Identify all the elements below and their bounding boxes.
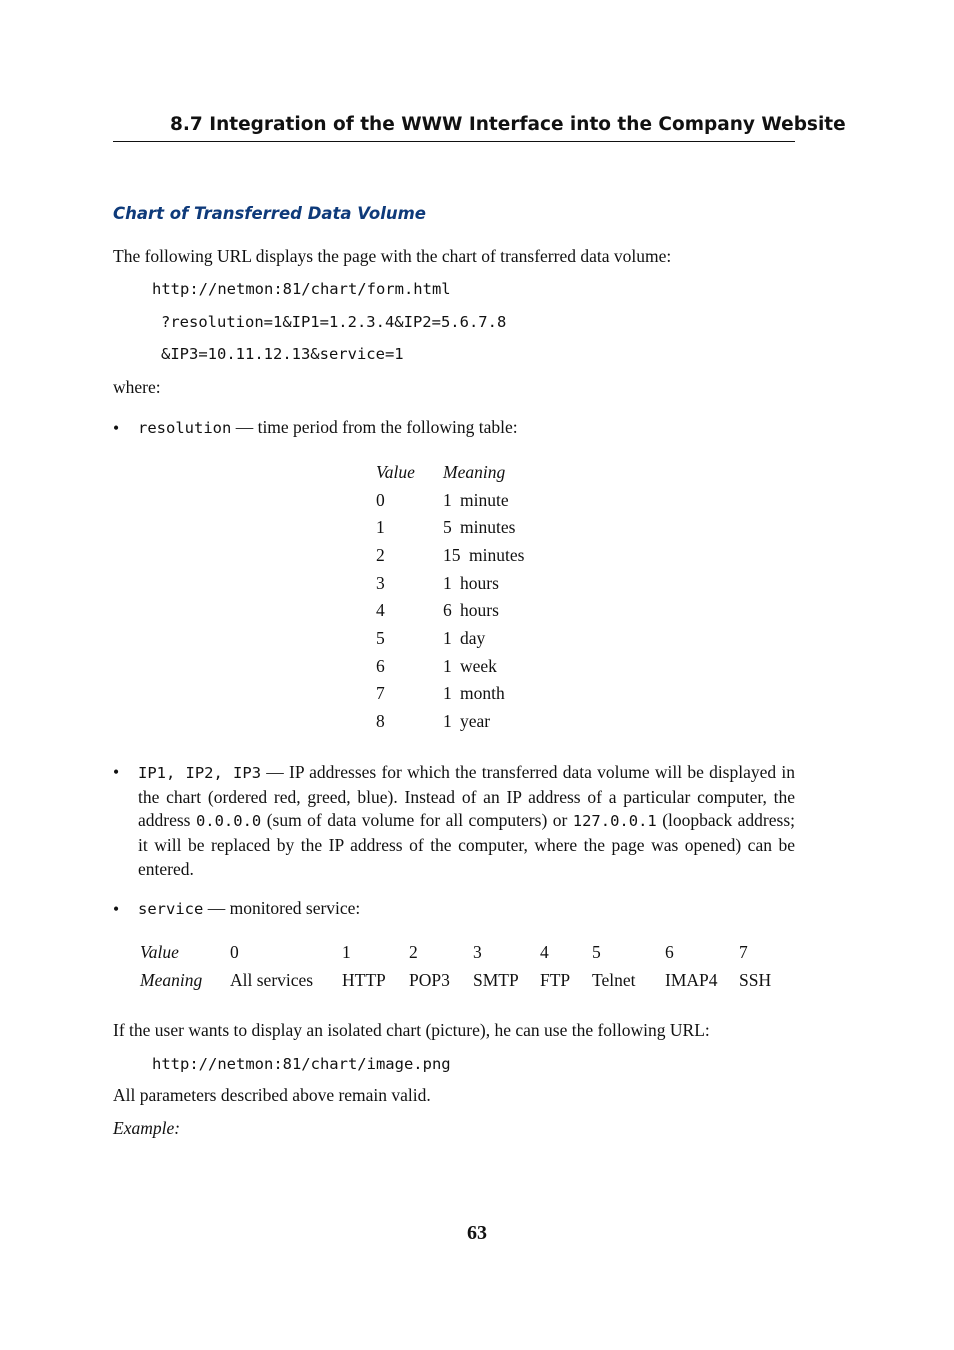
table-header-meaning: Meaning: [443, 462, 506, 482]
table-cell-unit: month: [460, 683, 505, 703]
table-cell-unit: hours: [460, 573, 499, 593]
table-cell-unit: minutes: [460, 517, 516, 537]
ip-text-a: — IP addresses for which the transferred data volume will be displayed in the chart (ordered red, greed, blue). Instead of an IP address of a particular computer, the address: [138, 762, 795, 831]
table-cell-unit: day: [460, 628, 486, 648]
intro-paragraph: The following URL displays the page with the chart of transferred data volume:: [113, 246, 672, 266]
ip-text-b: (sum of data volume for all computers) or: [261, 810, 573, 831]
service-meaning-cell: SSH: [739, 970, 772, 990]
url-line-1: http://netmon:81/chart/form.html: [152, 280, 451, 298]
section-title: Chart of Transferred Data Volume: [113, 204, 426, 223]
table-cell-unit: hours: [460, 600, 499, 620]
resolution-text: — time period from the following table:: [231, 417, 518, 437]
table-cell-unit: year: [460, 711, 491, 731]
table-cell-value: 4: [376, 600, 385, 620]
service-meaning-cell: FTP: [540, 970, 571, 990]
resolution-code: resolution: [138, 419, 232, 437]
table-cell-number: 5: [443, 517, 452, 537]
service-text: — monitored service:: [203, 898, 361, 918]
url-line-3: &IP3=10.11.12.13&service=1: [161, 345, 404, 363]
service-code: service: [138, 900, 204, 918]
table-cell-unit: minutes: [469, 545, 525, 565]
table-cell-number: 1: [443, 711, 452, 731]
service-value-cell: 7: [739, 942, 748, 962]
service-value-cell: 3: [473, 942, 482, 962]
service-meaning-cell: POP3: [409, 970, 450, 990]
table-cell-value: 3: [376, 573, 385, 593]
bullet-marker: •: [113, 899, 120, 919]
bullet-marker: •: [113, 418, 120, 438]
table-cell-number: 6: [443, 600, 452, 620]
parameters-note: All parameters described above remain valid.: [113, 1085, 431, 1105]
bullet-ip-paragraph: [138, 761, 795, 882]
table-cell-number: 1: [443, 656, 452, 676]
table-cell-value: 1: [376, 517, 385, 537]
table-cell-value: 8: [376, 711, 385, 731]
service-meaning-cell: Telnet: [592, 970, 636, 990]
image-intro-paragraph: If the user wants to display an isolated chart (picture), he can use the following URL:: [113, 1020, 710, 1040]
service-row-label-meaning: Meaning: [140, 970, 203, 990]
service-meaning-cell: IMAP4: [665, 970, 718, 990]
table-header-value: Value: [376, 462, 415, 482]
table-cell-number: 15: [443, 545, 461, 565]
service-meaning-cell: SMTP: [473, 970, 519, 990]
where-label: where:: [113, 377, 161, 397]
service-meaning-cell: HTTP: [342, 970, 386, 990]
ip-code-loopback: 127.0.0.1: [572, 812, 657, 831]
example-label: Example:: [113, 1118, 181, 1138]
service-value-cell: 5: [592, 942, 601, 962]
bullet-resolution: [138, 417, 518, 438]
url-line-2: ?resolution=1&IP1=1.2.3.4&IP2=5.6.7.8: [161, 313, 507, 331]
table-cell-number: 1: [443, 628, 452, 648]
table-cell-unit: week: [460, 656, 497, 676]
table-cell-value: 6: [376, 656, 385, 676]
service-value-cell: 1: [342, 942, 351, 962]
service-value-cell: 0: [230, 942, 239, 962]
service-row-label-value: Value: [140, 942, 179, 962]
ip-text-c: (loopback address; it will be replaced by the IP address of the computer, where the page was opened) can be entered.: [138, 810, 795, 879]
bullet-service: [138, 898, 360, 919]
table-cell-number: 1: [443, 490, 452, 510]
table-cell-number: 1: [443, 683, 452, 703]
service-value-cell: 2: [409, 942, 418, 962]
ip-code-sum: 0.0.0.0: [195, 812, 262, 831]
table-cell-value: 2: [376, 545, 385, 565]
bullet-marker: •: [113, 762, 120, 782]
table-cell-value: 0: [376, 490, 385, 510]
table-cell-value: 5: [376, 628, 385, 648]
service-value-cell: 6: [665, 942, 674, 962]
service-meaning-cell: All services: [230, 970, 314, 990]
table-cell-unit: minute: [460, 490, 509, 510]
image-url: http://netmon:81/chart/image.png: [152, 1055, 451, 1073]
header-rule: [113, 141, 795, 142]
page-number: 63: [467, 1222, 487, 1244]
running-header: 8.7 Integration of the WWW Interface into the Company Website: [170, 114, 846, 135]
table-cell-value: 7: [376, 683, 385, 703]
table-cell-number: 1: [443, 573, 452, 593]
service-value-cell: 4: [540, 942, 549, 962]
ip-code: IP1, IP2, IP3: [138, 764, 262, 782]
